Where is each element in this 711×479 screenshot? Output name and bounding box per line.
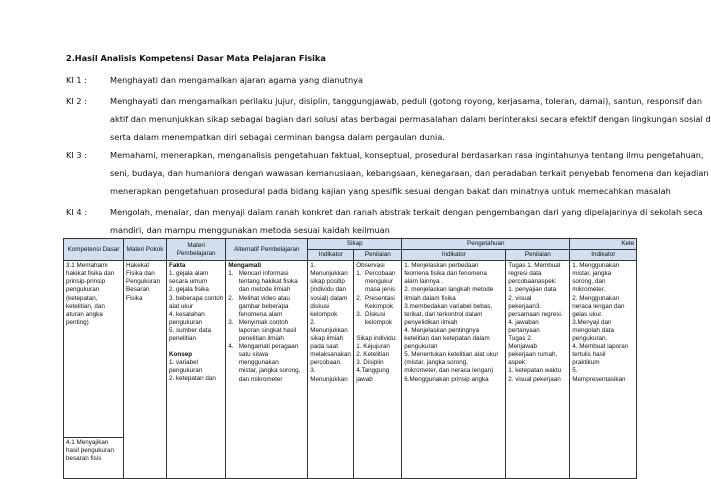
subheader-sikap-indikator: Indikator — [308, 250, 354, 261]
subheader-pengetahuan-penilaian: Penilaian — [506, 250, 570, 261]
cell-alternatif-pembelajaran — [226, 261, 308, 479]
ki-4-line-1: Mengolah, menalar, dan menyaji dalam ranah konkret dan ranah abstrak terkait dengan pengembangan dari yang dipelajarinya di sekolah seca — [110, 207, 703, 217]
ki-2-line-1: Menghayati dan mengamalkan perilaku jujur, disiplin, tanggungjawab, peduli (gotong royong, kerjasama, toleran, damai), santun, responsif dan — [110, 96, 703, 106]
cell-pengetahuan-indikator: 1. Menjelaskan perbedaan feomena fisika dari fenomena alam lainnya . 2. menjelaskan langkah metode ilmiah dalam fisika 3.membedakan variabel bebas, terikat, dan terkontrol dalam penyelidikan ilmiah 4. Menjelaskan pentingnya ketelitian dan ketepatan dalam pengukuran 5. Menentukan ketelitian alat ukur (mistar, jangka sorong, mikrometer, dan neraca lengan) 6.Menggunakan prinsip angka — [402, 261, 506, 479]
header-kompetensi-dasar: Kompetensi Dasar — [64, 239, 124, 261]
header-keterampilan: Kete — [570, 239, 637, 250]
ki-2-label: KI 2 : — [66, 96, 87, 106]
mengamati-list: 1. Mencari informasi tentang hakikat fisika dan metode ilmiah 2. Melihat video atau gambar beberapa fenomena alam 3. Menyimak contoh laporan singkat hasil penelitian ilmiah 4. Mengamati peragaan satu siswa menggunakan mistar, jangka sorong, dan mikrometer — [228, 270, 301, 383]
cell-sikap-penilaian: Observasi 1. Percobaan mengukur masa jenis 2. Presentasi Kelompok 3. Diskusi kelompok Sikap individu: 1. Kejujuran 2. Ketelitian 3. Disiplin 4.Tanggung jawab — [354, 261, 402, 479]
konsep-title: Konsep — [169, 351, 193, 359]
fakta-list: 1. gejala alam secara umum 2. gejala fisika 3. beberapa contoh alat ukur 4. kesalahan pengukuran 5. sumber data penelitian — [169, 270, 224, 343]
cell-materi-pokok: Hakekat Fisika dan Pengukuran Besaran Fisika — [124, 261, 167, 479]
ki-3-label: KI 3 : — [66, 150, 87, 160]
ki-3-line-2: seni, budaya, dan humaniora dengan wawasan kemanusiaan, kebangsaan, kenegaraan, dan peradaban terkait penyebab fenomena dan kejadian — [110, 168, 709, 178]
cell-kd-3-1: 3.1 Memahami hakikat fisika dan prinsip-prinsip pengukuran (ketepatan, ketelitian, dan aturan angka penting) — [64, 261, 124, 438]
konsep-list: 1. variabel pengukuran 2. ketepatan dan — [169, 359, 216, 383]
ki-3-line-3: menerapkan pengetahuan prosedural pada bidang kajian yang spesifik sesuai dengan bakat dan minatnya untuk memecahkan masalah — [110, 186, 671, 196]
cell-materi-pembelajaran — [167, 261, 226, 479]
ki-2-line-3: serta dalam menempatkan diri sebagai cerminan bangsa dalam pergaulan dunia. — [110, 132, 445, 142]
cell-keterampilan-indikator: 1. Menggunakan mistar, jangka sorong, dan mikrometer. 2. Menggunakan neraca lengan dan gelas ukur. 3.Menyaji dan mengolah data pengukuran. 4. Membuat laporan tertulis hasil praktikum 5. Mempresentasikan — [570, 261, 637, 479]
fakta-title: Fakta — [169, 262, 186, 270]
header-alternatif-pembelajaran: Alternatif Pembelajaran — [226, 239, 308, 261]
section-heading: 2.Hasil Analisis Kompetensi Dasar Mata Pelajaran Fisika — [66, 53, 326, 63]
subheader-pengetahuan-indikator: Indikator — [402, 250, 506, 261]
ki-3-line-1: Memahami, menerapkan, menganalisis pengetahuan faktual, konseptual, prosedural berdasarkan rasa ingintahunya tentang ilmu pengetahuan, — [110, 150, 704, 160]
ki-1-label: KI 1 : — [66, 75, 87, 85]
header-pengetahuan: Pengetahuan — [402, 239, 570, 250]
cell-sikap-indikator: 1. Menunjukkan sikap positip (individu dan sosial) dalam diskusi kelompok 2. Menunjukkan sikap ilmiah pada saat melaksanakan percobaan. 3. Menunjukkan — [308, 261, 354, 479]
header-sikap: Sikap — [308, 239, 402, 250]
subheader-sikap-penilaian: Penilaian — [354, 250, 402, 261]
cell-kd-4-1: 4.1 Menyajikan hasil pengukuran besaran fisis — [64, 438, 124, 479]
header-materi-pembelajaran: Materi Pembelajaran — [167, 239, 226, 261]
kd-analysis-table — [63, 238, 637, 479]
ki-1-line-1: Menghayati dan mengamalkan ajaran agama yang dianutnya — [110, 75, 364, 85]
ki-2-line-2: aktif dan menunjukkan sikap sebagai bagian dari solusi atas berbagai permasalahan dalam berinteraksi secara efektif dengan lingkungan sosial d — [110, 114, 711, 124]
ki-4-label: KI 4 : — [66, 207, 87, 217]
subheader-keterampilan-indikator: Indikator — [570, 250, 637, 261]
ki-4-line-2: mandiri, dan mampu menggunakan metoda sesuai kaidah keilmuan — [110, 225, 390, 235]
header-materi-pokok: Materi Pokok — [124, 239, 167, 261]
cell-pengetahuan-penilaian: Tugas 1. Membuat regresi data percobaanaspek: 1. penyajian data 2. visual pekerjaan3. persamaan regresi. 4. jawaban pertanyaan Tugas 2. Menjawab pekerjaan rumah, aspek: 1. ketepatan waktu 2. visual pekerjaan — [506, 261, 570, 479]
mengamati-title: Mengamati — [228, 262, 262, 270]
